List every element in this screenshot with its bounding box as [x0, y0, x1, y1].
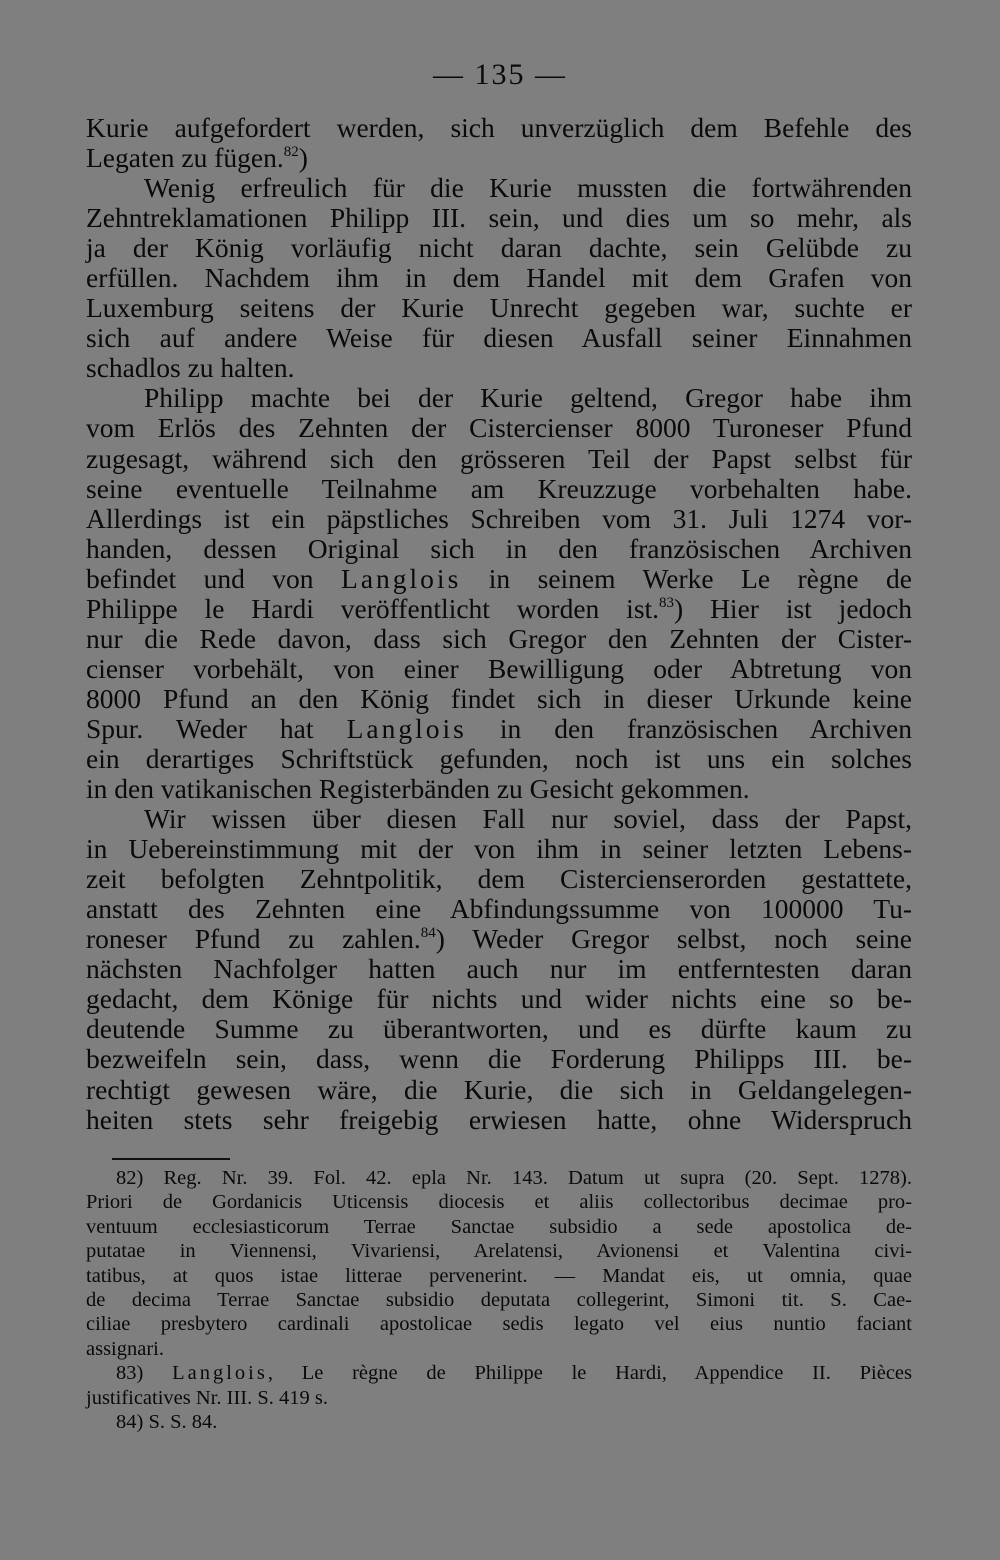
text-segment: ciliae presbytero cardinali apostolicae sedis legato vel eius nuntio faciant [86, 1313, 912, 1336]
footnote-line [86, 1190, 912, 1214]
main-text [86, 113, 912, 1135]
footnote-ref: 84 [420, 925, 436, 942]
text-segment: Allerdings ist ein päpstliches Schreiben vom 31. Juli 1274 vor- [86, 502, 912, 534]
text-segment: zeit befolgten Zehntpolitik, dem Cistercienserorden gestattete, [86, 863, 912, 895]
text-segment: sich auf andere Weise für diesen Ausfall seiner Einnahmen [86, 322, 912, 354]
text-line [86, 594, 912, 624]
text-line [86, 413, 912, 443]
text-segment: Philipp machte bei der Kurie geltend, Gregor habe ihm [144, 382, 912, 414]
text-segment: befindet und von [86, 562, 342, 594]
text-line [86, 113, 912, 143]
text-segment: deutende Summe zu überantworten, und es dürfte kaum zu [86, 1013, 912, 1045]
text-line [86, 504, 912, 534]
text-segment: Kurie aufgefordert werden, sich unverzüglich dem Befehle des [86, 112, 912, 143]
text-segment: Zehntreklamationen Philipp III. sein, und dies um so mehr, als [86, 202, 912, 234]
text-line [86, 353, 912, 383]
text-line [86, 894, 912, 924]
text-segment: putatae in Viennensi, Vivariensi, Arelatensi, Avionensi et Valentina civi- [86, 1240, 912, 1263]
text-line [86, 534, 912, 564]
text-line [86, 323, 912, 353]
text-line [86, 263, 912, 293]
footnote-line [86, 1215, 912, 1239]
text-line [86, 924, 912, 954]
text-line [86, 233, 912, 263]
text-segment: nächsten Nachfolger hatten auch nur im entferntesten daran [86, 953, 912, 985]
page-number: — 135 — [433, 58, 567, 91]
text-line [86, 564, 912, 594]
text-segment: Philippe le Hardi veröffentlicht worden ist. [86, 592, 660, 624]
footnote-line [86, 1361, 912, 1385]
text-segment: cienser vorbehält, von einer Bewilligung oder Abtretung von [86, 652, 912, 684]
text-segment: tatibus, at quos istae litterae pervenerint. — Mandat eis, ut omnia, quae [86, 1264, 912, 1287]
footnote-line [86, 1288, 912, 1312]
text-line [86, 1105, 912, 1135]
text-line [86, 383, 912, 413]
text-segment: ventuum ecclesiasticorum Terrae Sanctae subsidio a sede apostolica de- [86, 1215, 912, 1238]
text-line [86, 834, 912, 864]
text-segment: 8000 Pfund an den König findet sich in dieser Urkunde keine [86, 682, 912, 714]
footnote-line [86, 1337, 912, 1361]
text-segment: in Uebereinstimmung mit der von ihm in seiner letzten Lebens- [86, 833, 912, 865]
text-segment: in seinem Werke Le règne de [461, 562, 913, 594]
footnote-line [86, 1239, 912, 1263]
footnote-ref: 82 [283, 144, 299, 161]
text-segment: schadlos zu halten. [86, 352, 295, 384]
text-line [86, 744, 912, 774]
text-segment: ) Hier ist jedoch [674, 592, 912, 624]
text-segment: rechtigt gewesen wäre, die Kurie, die sich in Geldangelegen- [86, 1073, 912, 1105]
text-line [86, 624, 912, 654]
text-segment: Luxemburg seitens der Kurie Unrecht gegeben war, suchte er [86, 292, 912, 324]
text-line [86, 1075, 912, 1105]
text-segment: heiten stets sehr freigebig erwiesen hatte, ohne Widerspruch [86, 1103, 912, 1135]
text-segment: nur die Rede davon, dass sich Gregor den Zehnten der Cister- [86, 622, 912, 654]
text-segment: vom Erlös des Zehnten der Cistercienser 8000 Turoneser Pfund [86, 412, 912, 444]
text-line [86, 774, 912, 804]
text-segment: seine eventuelle Teilnahme am Kreuzzuge vorbehalten habe. [86, 472, 912, 504]
text-segment: 84) S. S. 84. [116, 1411, 218, 1434]
text-segment: 83) [116, 1362, 173, 1385]
footnote-line [86, 1166, 912, 1190]
text-line [86, 293, 912, 323]
text-segment: Spur. Weder hat [86, 712, 347, 744]
text-segment: ) [298, 142, 308, 174]
spaced-author-name: Langlois [172, 1362, 268, 1385]
text-segment: Wir wissen über diesen Fall nur soviel, dass der Papst, [144, 803, 912, 835]
text-segment: Legaten zu fügen. [86, 142, 284, 174]
text-line [86, 474, 912, 504]
text-segment: , Le règne de Philippe le Hardi, Appendice II. Pièces [267, 1362, 913, 1385]
text-segment: anstatt des Zehnten eine Abfindungssumme von 100000 Tu- [86, 893, 912, 925]
text-segment: handen, dessen Original sich in den französischen Archiven [86, 532, 912, 564]
text-line [86, 173, 912, 203]
footnote-line [86, 1264, 912, 1288]
text-line [86, 654, 912, 684]
text-line [86, 143, 912, 173]
text-line [86, 864, 912, 894]
text-segment: Wenig erfreulich für die Kurie mussten die fortwährenden [144, 172, 912, 204]
text-segment: in den vatikanischen Registerbänden zu Gesicht gekommen. [86, 773, 750, 805]
footnote-line [86, 1386, 912, 1410]
footnote-rule [112, 1158, 230, 1160]
text-segment: 82) Reg. Nr. 39. Fol. 42. epla Nr. 143. Datum ut supra (20. Sept. 1278). [116, 1167, 912, 1189]
text-line [86, 444, 912, 474]
footnote-line [86, 1410, 912, 1434]
footnote-line [86, 1312, 912, 1336]
text-line [86, 714, 912, 744]
text-line [86, 984, 912, 1014]
text-segment: roneser Pfund zu zahlen. [86, 923, 421, 955]
text-line [86, 203, 912, 233]
text-line [86, 1014, 912, 1044]
footnote-ref: 83 [659, 594, 675, 611]
text-segment: de decima Terrae Sanctae subsidio deputata collegerint, Simoni tit. S. Cae- [86, 1289, 912, 1312]
text-segment: assignari. [86, 1337, 164, 1360]
text-segment: bezweifeln sein, dass, wenn die Forderung Philipps III. be- [86, 1043, 912, 1075]
text-segment: ja der König vorläufig nicht daran dachte, sein Gelübde zu [86, 232, 912, 264]
text-segment: in den französischen Archiven [466, 712, 912, 744]
text-segment: justificatives Nr. III. S. 419 s. [86, 1386, 328, 1409]
spaced-author-name: Langlois [346, 712, 467, 744]
text-segment: ) Weder Gregor selbst, noch seine [435, 923, 912, 955]
text-segment: gedacht, dem Könige für nichts und wider nichts eine so be- [86, 983, 912, 1015]
text-segment: ein derartiges Schriftstück gefunden, noch ist uns ein solches [86, 742, 912, 774]
text-line [86, 954, 912, 984]
text-line [86, 1044, 912, 1074]
text-segment: zugesagt, während sich den grösseren Teil der Papst selbst für [86, 442, 912, 474]
footnotes [86, 1166, 912, 1434]
text-line [86, 684, 912, 714]
spaced-author-name: Langlois [341, 562, 462, 594]
text-segment: erfüllen. Nachdem ihm in dem Handel mit dem Grafen von [86, 262, 912, 294]
text-segment: Priori de Gordanicis Uticensis diocesis et aliis collectoribus decimae pro- [86, 1191, 912, 1214]
text-line [86, 804, 912, 834]
